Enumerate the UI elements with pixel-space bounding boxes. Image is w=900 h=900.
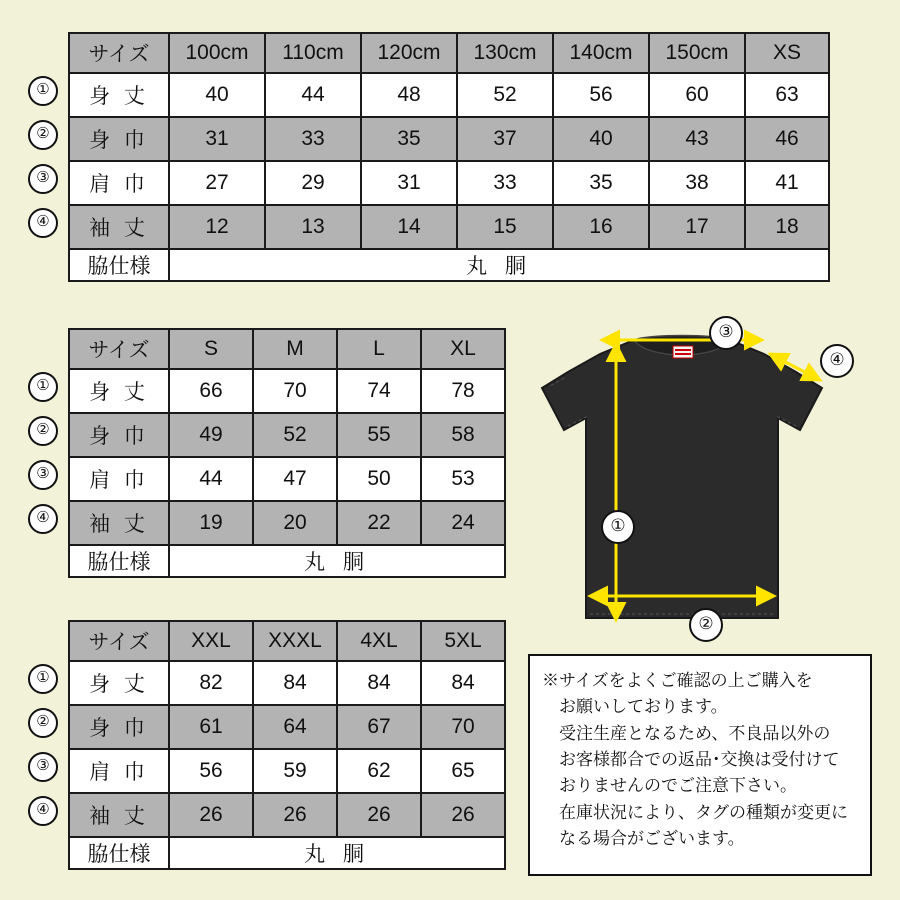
header-size-2: L bbox=[337, 329, 421, 369]
row-label: 肩 巾 bbox=[69, 161, 169, 205]
header-size-1: M bbox=[253, 329, 337, 369]
notice-line-0: ※サイズをよくご確認の上ご購入を bbox=[542, 671, 813, 690]
cell-value: 44 bbox=[265, 73, 361, 117]
cell-value: 13 bbox=[265, 205, 361, 249]
kids-size-table bbox=[68, 32, 830, 282]
cell-value: 61 bbox=[169, 705, 253, 749]
header-size-3: 130cm bbox=[457, 33, 553, 73]
diagram-marker-body-length: ① bbox=[601, 510, 635, 544]
cell-value: 52 bbox=[457, 73, 553, 117]
cell-value: 84 bbox=[253, 661, 337, 705]
marker-3: ③ bbox=[28, 752, 58, 782]
cell-value: 65 bbox=[421, 749, 505, 793]
notice-line-6: なる場合がございます。 bbox=[542, 829, 745, 849]
row-label: 袖 丈 bbox=[69, 793, 169, 837]
table-row bbox=[69, 117, 829, 161]
table-row bbox=[69, 73, 829, 117]
table-row bbox=[69, 661, 505, 705]
header-size-label: サイズ bbox=[69, 33, 169, 73]
marker-2: ② bbox=[28, 416, 58, 446]
row-label: 袖 丈 bbox=[69, 501, 169, 545]
large-size-table bbox=[68, 620, 506, 870]
notice-line-2: 受注生産となるため、不良品以外の bbox=[542, 723, 831, 743]
cell-value: 29 bbox=[265, 161, 361, 205]
marker-2: ② bbox=[28, 708, 58, 738]
marker-1: ① bbox=[28, 76, 58, 106]
marker-1: ① bbox=[28, 664, 58, 694]
cell-value: 47 bbox=[253, 457, 337, 501]
cell-value: 49 bbox=[169, 413, 253, 457]
cell-value: 20 bbox=[253, 501, 337, 545]
marker-1: ① bbox=[28, 372, 58, 402]
header-size-2: 120cm bbox=[361, 33, 457, 73]
purchase-notice-box bbox=[528, 654, 872, 876]
cell-value: 31 bbox=[169, 117, 265, 161]
cell-value: 26 bbox=[253, 793, 337, 837]
cell-value: 16 bbox=[553, 205, 649, 249]
cell-value: 41 bbox=[745, 161, 829, 205]
cell-value: 56 bbox=[553, 73, 649, 117]
cell-value: 38 bbox=[649, 161, 745, 205]
footer-label: 脇仕様 bbox=[69, 837, 169, 869]
table-row bbox=[69, 749, 505, 793]
header-size-1: 110cm bbox=[265, 33, 361, 73]
cell-value: 17 bbox=[649, 205, 745, 249]
cell-value: 63 bbox=[745, 73, 829, 117]
cell-value: 19 bbox=[169, 501, 253, 545]
brand-tag-icon bbox=[673, 346, 693, 358]
row-label: 身 巾 bbox=[69, 117, 169, 161]
cell-value: 27 bbox=[169, 161, 265, 205]
header-size-label: サイズ bbox=[69, 621, 169, 661]
cell-value: 70 bbox=[253, 369, 337, 413]
header-size-label: サイズ bbox=[69, 329, 169, 369]
cell-value: 78 bbox=[421, 369, 505, 413]
cell-value: 52 bbox=[253, 413, 337, 457]
row-label: 身 丈 bbox=[69, 661, 169, 705]
cell-value: 60 bbox=[649, 73, 745, 117]
cell-value: 24 bbox=[421, 501, 505, 545]
cell-value: 40 bbox=[169, 73, 265, 117]
table-header-row bbox=[69, 621, 505, 661]
marker-3: ③ bbox=[28, 164, 58, 194]
header-size-5: 150cm bbox=[649, 33, 745, 73]
cell-value: 14 bbox=[361, 205, 457, 249]
header-size-0: S bbox=[169, 329, 253, 369]
cell-value: 22 bbox=[337, 501, 421, 545]
cell-value: 33 bbox=[457, 161, 553, 205]
footer-value: 丸 胴 bbox=[169, 249, 829, 281]
cell-value: 40 bbox=[553, 117, 649, 161]
table-row bbox=[69, 161, 829, 205]
row-label: 身 丈 bbox=[69, 369, 169, 413]
table-footer-row bbox=[69, 545, 505, 577]
cell-value: 56 bbox=[169, 749, 253, 793]
marker-2: ② bbox=[28, 120, 58, 150]
notice-line-5: 在庫状況により、タグの種類が変更に bbox=[542, 802, 848, 822]
cell-value: 44 bbox=[169, 457, 253, 501]
cell-value: 59 bbox=[253, 749, 337, 793]
table-row bbox=[69, 457, 505, 501]
notice-line-3: お客様都合での返品･交換は受付けて bbox=[542, 750, 840, 770]
marker-4: ④ bbox=[28, 504, 58, 534]
marker-4: ④ bbox=[28, 208, 58, 238]
notice-line-1: お願いしております。 bbox=[542, 697, 728, 717]
row-label: 肩 巾 bbox=[69, 749, 169, 793]
diagram-marker-body-width: ② bbox=[689, 608, 723, 642]
header-size-0: XXL bbox=[169, 621, 253, 661]
kids-size-table-wrap bbox=[36, 32, 830, 282]
cell-value: 74 bbox=[337, 369, 421, 413]
notice-line-4: おりませんのでご注意下さい。 bbox=[542, 776, 797, 796]
row-label: 身 巾 bbox=[69, 413, 169, 457]
adult-size-table-wrap bbox=[36, 328, 506, 578]
cell-value: 37 bbox=[457, 117, 553, 161]
cell-value: 26 bbox=[421, 793, 505, 837]
shirt-shape bbox=[542, 336, 822, 619]
cell-value: 35 bbox=[553, 161, 649, 205]
cell-value: 55 bbox=[337, 413, 421, 457]
row-label: 身 丈 bbox=[69, 73, 169, 117]
footer-value: 丸 胴 bbox=[169, 545, 505, 577]
header-size-3: 5XL bbox=[421, 621, 505, 661]
cell-value: 84 bbox=[337, 661, 421, 705]
header-size-4: 140cm bbox=[553, 33, 649, 73]
header-size-1: XXXL bbox=[253, 621, 337, 661]
table-row bbox=[69, 501, 505, 545]
header-size-3: XL bbox=[421, 329, 505, 369]
cell-value: 64 bbox=[253, 705, 337, 749]
marker-4: ④ bbox=[28, 796, 58, 826]
header-size-6: XS bbox=[745, 33, 829, 73]
cell-value: 35 bbox=[361, 117, 457, 161]
marker-3: ③ bbox=[28, 460, 58, 490]
cell-value: 50 bbox=[337, 457, 421, 501]
cell-value: 18 bbox=[745, 205, 829, 249]
row-label: 袖 丈 bbox=[69, 205, 169, 249]
table-row bbox=[69, 369, 505, 413]
cell-value: 48 bbox=[361, 73, 457, 117]
table-footer-row bbox=[69, 837, 505, 869]
footer-label: 脇仕様 bbox=[69, 249, 169, 281]
cell-value: 43 bbox=[649, 117, 745, 161]
table-row bbox=[69, 793, 505, 837]
cell-value: 15 bbox=[457, 205, 553, 249]
table-row bbox=[69, 413, 505, 457]
diagram-marker-shoulder-width: ③ bbox=[709, 316, 743, 350]
cell-value: 12 bbox=[169, 205, 265, 249]
cell-value: 84 bbox=[421, 661, 505, 705]
cell-value: 26 bbox=[169, 793, 253, 837]
row-label: 肩 巾 bbox=[69, 457, 169, 501]
cell-value: 62 bbox=[337, 749, 421, 793]
large-size-table-wrap bbox=[36, 620, 506, 870]
cell-value: 26 bbox=[337, 793, 421, 837]
cell-value: 46 bbox=[745, 117, 829, 161]
diagram-marker-sleeve-length: ④ bbox=[820, 344, 854, 378]
footer-label: 脇仕様 bbox=[69, 545, 169, 577]
footer-value: 丸 胴 bbox=[169, 837, 505, 869]
table-footer-row bbox=[69, 249, 829, 281]
cell-value: 53 bbox=[421, 457, 505, 501]
cell-value: 66 bbox=[169, 369, 253, 413]
table-row bbox=[69, 705, 505, 749]
cell-value: 58 bbox=[421, 413, 505, 457]
table-header-row bbox=[69, 33, 829, 73]
table-header-row bbox=[69, 329, 505, 369]
t-shirt-measurement-diagram bbox=[528, 318, 876, 648]
header-size-0: 100cm bbox=[169, 33, 265, 73]
header-size-2: 4XL bbox=[337, 621, 421, 661]
cell-value: 82 bbox=[169, 661, 253, 705]
adult-size-table bbox=[68, 328, 506, 578]
cell-value: 70 bbox=[421, 705, 505, 749]
row-label: 身 巾 bbox=[69, 705, 169, 749]
cell-value: 33 bbox=[265, 117, 361, 161]
cell-value: 31 bbox=[361, 161, 457, 205]
table-row bbox=[69, 205, 829, 249]
cell-value: 67 bbox=[337, 705, 421, 749]
